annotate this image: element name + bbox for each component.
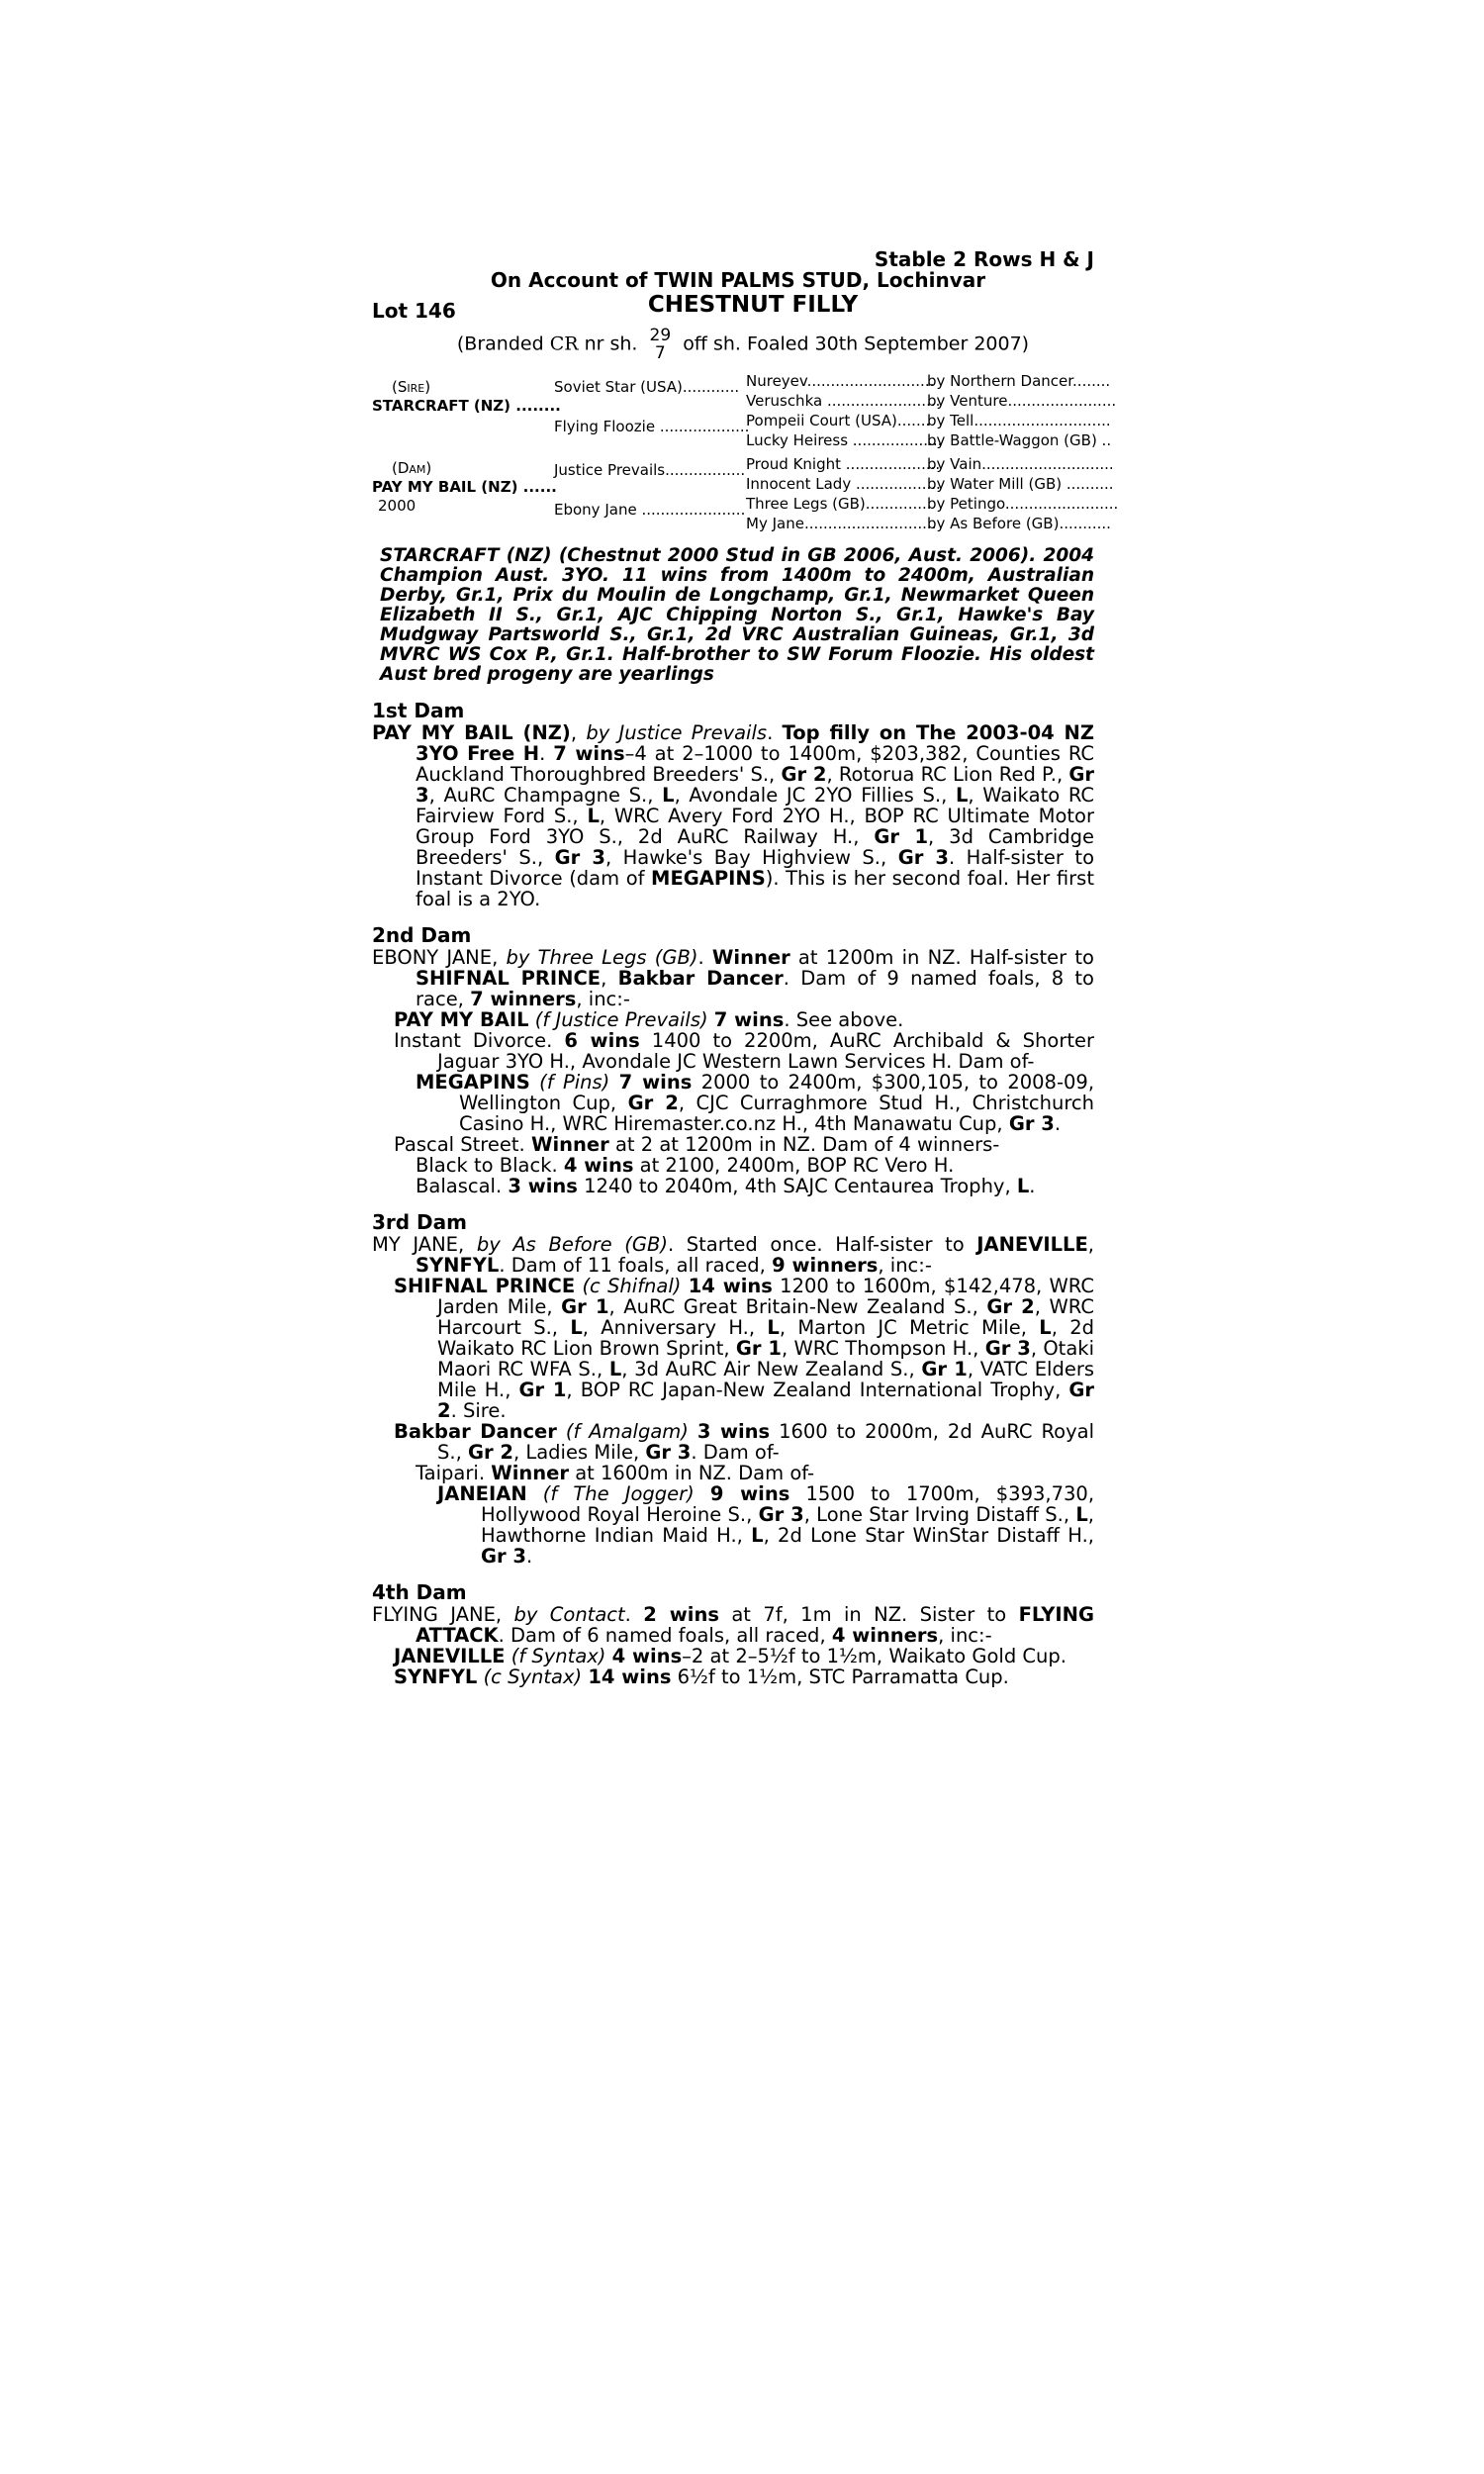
horse-name: JANEVILLE bbox=[394, 1645, 506, 1667]
brand-denominator: 7 bbox=[654, 343, 666, 363]
grade: L bbox=[587, 805, 600, 827]
text: , inc:- bbox=[878, 1254, 932, 1277]
produce-entry bbox=[372, 1463, 1094, 1483]
horse-name: PAY MY BAIL bbox=[394, 1008, 529, 1031]
lot-line bbox=[372, 292, 1094, 327]
text: 1500 to 1700m, $393,730, Hollywood Royal Heroine S., bbox=[481, 1482, 1095, 1526]
produce-entry bbox=[372, 1176, 1094, 1196]
text: . bbox=[624, 1603, 644, 1626]
horse-name: SYNFYL bbox=[394, 1665, 478, 1688]
text: , Anniversary H., bbox=[582, 1316, 768, 1339]
text: . bbox=[525, 1545, 533, 1568]
text: , AuRC Great Britain-New Zealand S., bbox=[608, 1295, 987, 1318]
grade: Gr 2 bbox=[986, 1295, 1035, 1318]
text: . See above. bbox=[784, 1008, 904, 1031]
pedigree-g2-cell: Ebony Jane ...................... bbox=[554, 501, 746, 519]
produce-entry bbox=[372, 1646, 1094, 1666]
winners: 9 winners bbox=[772, 1254, 879, 1277]
grade: L bbox=[570, 1316, 583, 1339]
text bbox=[557, 1420, 566, 1443]
dam-tag: (Dam) bbox=[392, 459, 432, 477]
sex-sire: (f Justice Prevails) bbox=[534, 1008, 708, 1031]
pedigree-g2-cell: Justice Prevails................. bbox=[554, 461, 746, 479]
horse-name: MEGAPINS bbox=[416, 1071, 530, 1094]
grade: Gr 3 bbox=[758, 1503, 804, 1526]
wins: 7 wins bbox=[553, 742, 625, 765]
grade: Gr 1 bbox=[735, 1337, 782, 1360]
grade: Gr 3 bbox=[416, 763, 1094, 807]
sire-name: STARCRAFT (NZ) ........ bbox=[372, 397, 561, 415]
text bbox=[527, 1482, 543, 1505]
horse-name: Balascal. bbox=[416, 1175, 509, 1197]
pedigree-g4-cell: by As Before (GB)........... bbox=[927, 515, 1111, 532]
dam-foaling-year: 2000 bbox=[378, 497, 417, 515]
wins: 9 wins bbox=[709, 1482, 790, 1505]
pedigree-g4-cell: by Water Mill (GB) .......... bbox=[927, 475, 1114, 493]
grade: L bbox=[751, 1524, 764, 1547]
pedigree-g3-cell: Lucky Heiress ................... bbox=[746, 431, 943, 449]
wins: 3 wins bbox=[696, 1420, 771, 1443]
text: , bbox=[1087, 1233, 1094, 1256]
pedigree-g3-cell: Innocent Lady .................. bbox=[746, 475, 941, 493]
text: at 2100, 2400m, BOP RC Vero H. bbox=[633, 1154, 955, 1177]
grade: Gr 3 bbox=[645, 1441, 692, 1464]
text: . Dam of 9 named foals, 8 to race, bbox=[416, 967, 1094, 1010]
dam-name: FLYING JANE, bbox=[372, 1603, 514, 1626]
text: , inc:- bbox=[576, 988, 630, 1010]
text: , Avondale JC 2YO Fillies S., bbox=[674, 784, 956, 807]
highlight: Top filly on The 2003-04 NZ 3YO Free H bbox=[416, 721, 1095, 765]
text: 1200 to 1600m, $142,478, WRC Jarden Mile, bbox=[437, 1275, 1094, 1318]
text: , 2d Waikato RC Lion Brown Sprint, bbox=[437, 1316, 1095, 1360]
text: , Waikato RC Fairview Ford S., bbox=[416, 784, 1095, 827]
wins: 7 wins bbox=[618, 1071, 693, 1094]
pedigree-g2-cell: Flying Floozie ................... bbox=[554, 418, 750, 435]
text: . Dam of 11 foals, all raced, bbox=[499, 1254, 773, 1277]
produce-entry bbox=[372, 1072, 1094, 1134]
pedigree-g3-cell: Pompeii Court (USA)....... bbox=[746, 412, 931, 429]
text: . bbox=[1029, 1175, 1036, 1197]
text: , WRC Thompson H., bbox=[781, 1337, 985, 1360]
pedigree-g3-cell: Proud Knight .................... bbox=[746, 455, 941, 473]
sire-note: by Contact bbox=[513, 1603, 625, 1626]
grade: L bbox=[1075, 1503, 1088, 1526]
text: , AuRC Champagne S., bbox=[428, 784, 663, 807]
grade: L bbox=[767, 1316, 780, 1339]
text: , Otaki Maori RC WFA S., bbox=[437, 1337, 1094, 1380]
text: 1400 to 2200m, AuRC Archibald & Shorter Jaguar 3YO H., Avondale JC Western Lawn Services H. Dam of- bbox=[437, 1029, 1095, 1073]
grade: Gr 2 bbox=[781, 763, 827, 786]
dam-name: MY JANE, bbox=[372, 1233, 477, 1256]
pedigree-g2-cell: Soviet Star (USA)............ bbox=[554, 378, 740, 396]
horse-name: SYNFYL bbox=[416, 1254, 500, 1277]
text: , inc:- bbox=[938, 1624, 992, 1647]
horse-name: MEGAPINS bbox=[651, 867, 766, 890]
grade: Gr 1 bbox=[561, 1295, 609, 1318]
sex-sire: (f Amalgam) bbox=[565, 1420, 689, 1443]
brand-fraction bbox=[650, 327, 672, 362]
text: , Rotorua RC Lion Red P., bbox=[826, 763, 1069, 786]
text: at 1200m in NZ. Half-sister to bbox=[789, 946, 1094, 969]
lot-title: CHESTNUT FILLY bbox=[647, 292, 859, 318]
sire-tag: (Sire) bbox=[392, 378, 431, 396]
produce-entry bbox=[372, 1155, 1094, 1176]
text: , bbox=[570, 721, 587, 744]
winner: Winner bbox=[530, 1133, 609, 1156]
sire-note: by As Before (GB) bbox=[476, 1233, 668, 1256]
horse-name: Taipari. bbox=[416, 1462, 492, 1484]
pedigree-g4-cell: by Petingo........................ bbox=[927, 495, 1119, 513]
sex-sire: (f The Jogger) bbox=[542, 1482, 695, 1505]
text: , 2d Lone Star WinStar Distaff H., bbox=[763, 1524, 1094, 1547]
brand-mark: CR bbox=[549, 333, 579, 355]
pedigree-g3-cell: Three Legs (GB).............. bbox=[746, 495, 932, 513]
text: 6½f to 1½m, STC Parramatta Cup. bbox=[671, 1665, 1009, 1688]
winners: 4 winners bbox=[831, 1624, 939, 1647]
grade: Gr 3 bbox=[554, 846, 605, 869]
text: at 2 at 1200m in NZ. Dam of 4 winners- bbox=[608, 1133, 1000, 1156]
text bbox=[609, 1071, 618, 1094]
stable-location: Stable 2 Rows H & J bbox=[874, 247, 1094, 271]
horse-name: SHIFNAL PRINCE bbox=[416, 967, 602, 990]
second-dam-entry bbox=[372, 947, 1094, 1009]
horse-name: JANEVILLE bbox=[976, 1233, 1088, 1256]
first-dam-entry bbox=[372, 722, 1094, 909]
text bbox=[530, 1071, 539, 1094]
text: , CJC Curraghmore Stud H., Christchurch Casino H., WRC Hiremaster.co.nz H., 4th Manawatu Cup, bbox=[459, 1092, 1094, 1135]
pedigree-g3-cell: Veruschka ........................ bbox=[746, 392, 941, 410]
grade: L bbox=[662, 784, 675, 807]
horse-name: JANEIAN bbox=[437, 1482, 527, 1505]
horse-name: Pascal Street. bbox=[394, 1133, 531, 1156]
text: , WRC Avery Ford 2YO H., BOP RC Ultimate Motor Group Ford 3YO S., 2d AuRC Railway H., bbox=[416, 805, 1094, 848]
text: –4 at 2–1000 to 1400m, $203,382, Counties RC Auckland Thoroughbred Breeders' S., bbox=[416, 742, 1095, 786]
wins: 7 wins bbox=[713, 1008, 785, 1031]
text: , WRC Harcourt S., bbox=[437, 1295, 1094, 1339]
grade: L bbox=[1039, 1316, 1052, 1339]
pedigree-g3-cell: Nureyev........................... bbox=[746, 372, 935, 390]
second-dam-heading: 2nd Dam bbox=[372, 923, 472, 947]
text bbox=[681, 1275, 688, 1297]
grade: L bbox=[955, 784, 969, 807]
text: 1240 to 2040m, 4th SAJC Centaurea Trophy, bbox=[577, 1175, 1017, 1197]
text: . bbox=[697, 946, 712, 969]
text: , Marton JC Metric Mile, bbox=[779, 1316, 1040, 1339]
winners: 7 winners bbox=[470, 988, 577, 1010]
pedigree-g4-cell: by Battle-Waggon (GB) .. bbox=[927, 431, 1112, 449]
pedigree-g4-cell: by Venture....................... bbox=[927, 392, 1117, 410]
text: , Lone Star Irving Distaff S., bbox=[803, 1503, 1076, 1526]
text: , VATC Elders Mile H., bbox=[437, 1358, 1094, 1401]
produce-entry bbox=[372, 1134, 1094, 1155]
text: ). This is her second foal. Her first foal is a 2YO. bbox=[416, 867, 1094, 910]
horse-name: FLYING ATTACK bbox=[416, 1603, 1095, 1647]
produce-entry bbox=[372, 1483, 1094, 1567]
winner: Winner bbox=[711, 946, 790, 969]
grade: Gr 1 bbox=[874, 825, 929, 848]
text: . bbox=[539, 742, 554, 765]
winner: Winner bbox=[491, 1462, 570, 1484]
text: , Hawke's Bay Highview S., bbox=[604, 846, 898, 869]
first-dam-heading: 1st Dam bbox=[372, 699, 465, 722]
text: , Ladies Mile, bbox=[512, 1441, 646, 1464]
brand-text-mid: nr sh. bbox=[578, 333, 638, 355]
text: , 3d AuRC Air New Zealand S., bbox=[621, 1358, 922, 1380]
vendor-account: On Account of TWIN PALMS STUD, Lochinvar bbox=[490, 268, 986, 292]
fourth-dam-entry bbox=[372, 1604, 1094, 1646]
produce-entry bbox=[372, 1009, 1094, 1030]
brand-numerator: 29 bbox=[649, 326, 672, 345]
produce-entry bbox=[372, 1666, 1094, 1687]
wins: 6 wins bbox=[564, 1029, 640, 1052]
wins: 3 wins bbox=[508, 1175, 578, 1197]
brand-text-post: off sh. Foaled 30th September 2007) bbox=[683, 333, 1030, 355]
wins: 4 wins bbox=[563, 1154, 634, 1177]
pedigree-table bbox=[372, 372, 1119, 538]
wins: 14 wins bbox=[588, 1665, 672, 1688]
grade: Gr 2 bbox=[437, 1379, 1094, 1422]
grade: L bbox=[1016, 1175, 1030, 1197]
text: , 3d Cambridge Breeders' S., bbox=[416, 825, 1094, 869]
text: . Started once. Half-sister to bbox=[667, 1233, 977, 1256]
horse-name: Instant Divorce. bbox=[394, 1029, 565, 1052]
text bbox=[695, 1482, 710, 1505]
brand-line bbox=[392, 327, 1094, 366]
catalogue-page bbox=[372, 247, 1119, 1688]
text: , BOP RC Japan-New Zealand International Trophy, bbox=[566, 1379, 1069, 1401]
sex-sire: (c Syntax) bbox=[483, 1665, 583, 1688]
grade: Gr 1 bbox=[921, 1358, 968, 1380]
fourth-dam-heading: 4th Dam bbox=[372, 1580, 467, 1604]
sex-sire: (c Shifnal) bbox=[582, 1275, 682, 1297]
pedigree-g4-cell: by Tell............................. bbox=[927, 412, 1111, 429]
text: . Dam of 6 named foals, all raced, bbox=[498, 1624, 832, 1647]
horse-name: Bakbar Dancer bbox=[394, 1420, 557, 1443]
grade: Gr 3 bbox=[1008, 1112, 1055, 1135]
sex-sire: (f Syntax) bbox=[510, 1645, 606, 1667]
wins: 2 wins bbox=[643, 1603, 719, 1626]
grade: Gr 2 bbox=[627, 1092, 679, 1114]
horse-name: SHIFNAL PRINCE bbox=[394, 1275, 576, 1297]
sire-summary: STARCRAFT (NZ) (Chestnut 2000 Stud in GB 2006, Aust. 2006). 2004 Champion Aust. 3YO. 11 wins from 1400m to 2400m, Australian Derby, Gr.1, Prix du Moulin de Longchamp, Gr.1, Newmarket Queen Elizabeth II S., Gr.1, AJC Chipping Norton S., Gr.1, Hawke's Bay Mudgway Partsworld S., Gr.1, 2d VRC Australian Guineas, Gr.1, 3d MVRC WS Cox P., Gr.1. Half-brother to SW Forum Floozie. His oldest Aust bred progeny are yearlings bbox=[380, 545, 1094, 685]
text: 1600 to 2000m, 2d AuRC Royal S., bbox=[437, 1420, 1094, 1464]
text: . bbox=[1054, 1112, 1062, 1135]
text: at 7f, 1m in NZ. Sister to bbox=[718, 1603, 1019, 1626]
dam-name: PAY MY BAIL (NZ) bbox=[372, 721, 571, 744]
wins: 4 wins bbox=[611, 1645, 683, 1667]
pedigree-g4-cell: by Vain............................ bbox=[927, 455, 1114, 473]
produce-entry bbox=[372, 1030, 1094, 1072]
third-dam-heading: 3rd Dam bbox=[372, 1210, 467, 1234]
wins: 14 wins bbox=[688, 1275, 773, 1297]
sire-note: by Three Legs (GB) bbox=[506, 946, 698, 969]
horse-name: Bakbar Dancer bbox=[617, 967, 784, 990]
brand-text-pre: (Branded bbox=[456, 333, 550, 355]
text: . bbox=[767, 721, 783, 744]
sire-note: by Justice Prevails bbox=[586, 721, 768, 744]
grade: Gr 3 bbox=[984, 1337, 1031, 1360]
text: . Half-sister to Instant Divorce (dam of bbox=[416, 846, 1095, 890]
text: –2 at 2–5½f to 1½m, Waikato Gold Cup. bbox=[682, 1645, 1067, 1667]
text: . Sire. bbox=[450, 1399, 507, 1422]
pedigree-g4-cell: by Northern Dancer........ bbox=[927, 372, 1111, 390]
third-dam-entry bbox=[372, 1234, 1094, 1276]
dam-name: PAY MY BAIL (NZ) ...... bbox=[372, 478, 557, 496]
produce-entry bbox=[372, 1276, 1094, 1421]
dam-name: EBONY JANE, bbox=[372, 946, 507, 969]
sex-sire: (f Pins) bbox=[539, 1071, 610, 1094]
grade: Gr 1 bbox=[518, 1379, 567, 1401]
lot-number: Lot 146 bbox=[372, 299, 456, 323]
text: at 1600m in NZ. Dam of- bbox=[569, 1462, 815, 1484]
text: 2000 to 2400m, $300,105, to 2008-09, Wellington Cup, bbox=[459, 1071, 1095, 1114]
pedigree-g3-cell: My Jane............................ bbox=[746, 515, 937, 532]
grade: L bbox=[608, 1358, 622, 1380]
grade: Gr 2 bbox=[467, 1441, 513, 1464]
grade: Gr 3 bbox=[481, 1545, 526, 1568]
text: . Dam of- bbox=[691, 1441, 780, 1464]
horse-name: Black to Black. bbox=[416, 1154, 564, 1177]
text: , Hawthorne Indian Maid H., bbox=[481, 1503, 1094, 1547]
text bbox=[689, 1420, 697, 1443]
grade: Gr 3 bbox=[897, 846, 949, 869]
produce-entry bbox=[372, 1421, 1094, 1463]
text: , bbox=[601, 967, 618, 990]
